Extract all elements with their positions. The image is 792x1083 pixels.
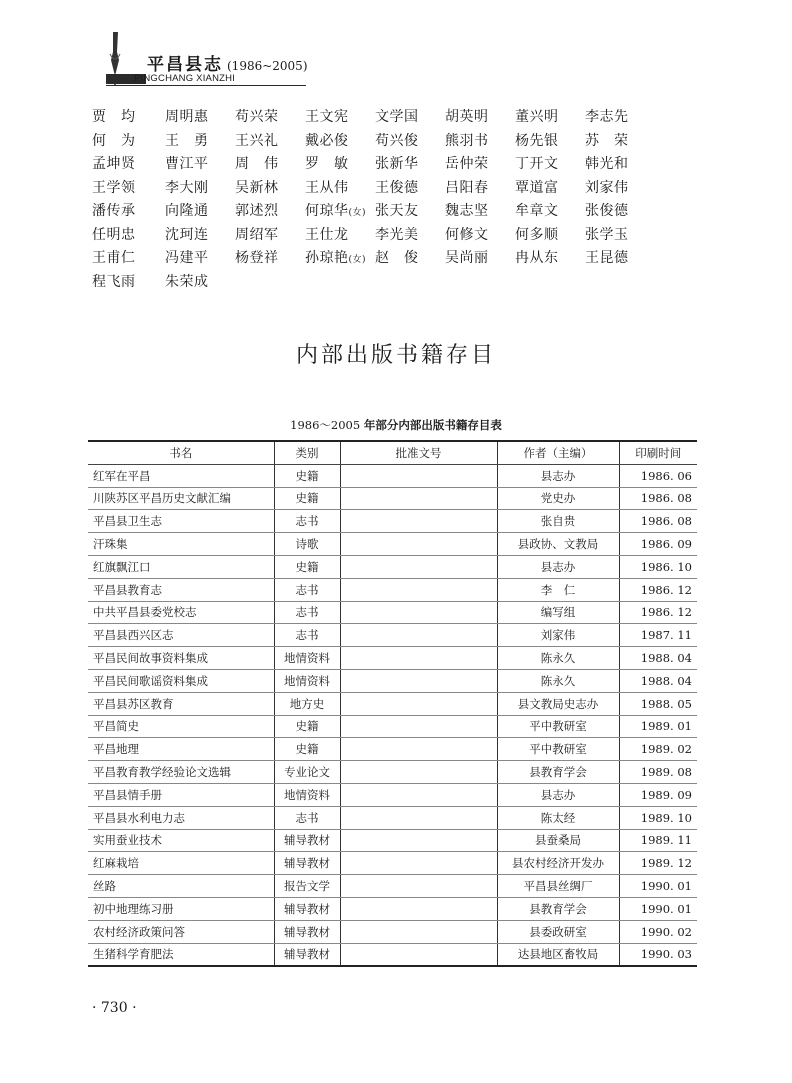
- table-header-row: [88, 441, 697, 464]
- book-author: 陈太经: [497, 806, 619, 829]
- female-mark: (女): [348, 208, 367, 218]
- person-name: 何琼华(女): [305, 203, 367, 219]
- name-row: [92, 106, 712, 130]
- person-name: 何 为: [92, 132, 136, 149]
- book-category: 专业论文: [274, 761, 340, 784]
- person-name: 任明忠: [92, 226, 136, 243]
- person-name: 魏志坚: [445, 203, 489, 219]
- person-name: 王兴礼: [235, 132, 279, 149]
- person-name: 何多顺: [515, 226, 559, 243]
- person-name: 刘家伟: [585, 179, 629, 196]
- table-row: [88, 715, 697, 738]
- book-title: 丝路: [88, 875, 274, 898]
- book-title: 初中地理练习册: [88, 897, 274, 920]
- book-title: 平昌教育教学经验论文选辑: [88, 761, 274, 784]
- name-row: [92, 200, 712, 224]
- book-author: 陈永久: [497, 669, 619, 692]
- book-author: 平昌县丝绸厂: [497, 875, 619, 898]
- book-category: 史籍: [274, 464, 340, 487]
- books-table: [88, 440, 697, 967]
- book-category: 地方史: [274, 692, 340, 715]
- header-rule: [106, 85, 306, 86]
- book-print-date: 1986. 12: [619, 578, 697, 601]
- col-header-print-date: 印刷时间: [619, 441, 697, 464]
- book-print-date: 1989. 11: [619, 829, 697, 852]
- book-approval: [340, 897, 497, 920]
- book-title: 实用蚕业技术: [88, 829, 274, 852]
- book-category: 地情资料: [274, 669, 340, 692]
- col-header-approval: 批准文号: [340, 441, 497, 464]
- book-category: 志书: [274, 601, 340, 624]
- book-author: 县政协、文教局: [497, 533, 619, 556]
- table-row: [88, 510, 697, 533]
- book-author: 陈永久: [497, 647, 619, 670]
- person-name: 向隆通: [165, 203, 209, 219]
- table-row: [88, 555, 697, 578]
- book-category: 辅导教材: [274, 829, 340, 852]
- book-author: 县农村经济开发办: [497, 852, 619, 875]
- person-name: 文学国: [375, 109, 419, 125]
- person-name: 何修文: [445, 226, 489, 243]
- table-row: [88, 601, 697, 624]
- book-print-date: 1990. 02: [619, 920, 697, 943]
- person-name: 沈珂连: [165, 226, 209, 243]
- book-print-date: 1988. 05: [619, 692, 697, 715]
- book-title: 平昌县卫生志: [88, 510, 274, 533]
- book-author: 党史办: [497, 487, 619, 510]
- person-name: 吴尚丽: [445, 250, 489, 266]
- name-row: [92, 271, 712, 295]
- person-name: 潘传承: [92, 203, 136, 219]
- book-title: 中共平昌县委党校志: [88, 601, 274, 624]
- book-print-date: 1990. 03: [619, 943, 697, 966]
- col-header-category: 类别: [274, 441, 340, 464]
- book-print-date: 1988. 04: [619, 669, 697, 692]
- table-row: [88, 761, 697, 784]
- book-approval: [340, 806, 497, 829]
- header-years: (1986~2005): [227, 59, 308, 73]
- book-author: 平中教研室: [497, 715, 619, 738]
- book-print-date: 1989. 10: [619, 806, 697, 829]
- book-approval: [340, 920, 497, 943]
- book-title: 农村经济政策问答: [88, 920, 274, 943]
- book-category: 辅导教材: [274, 897, 340, 920]
- book-approval: [340, 875, 497, 898]
- person-name: 孙琼艳(女): [305, 250, 367, 266]
- person-name: 王从伟: [305, 179, 349, 196]
- book-print-date: 1986. 12: [619, 601, 697, 624]
- table-row: [88, 829, 697, 852]
- book-title: 红麻栽培: [88, 852, 274, 875]
- book-title: 平昌县情手册: [88, 783, 274, 806]
- book-title: 平昌民间歌谣资料集成: [88, 669, 274, 692]
- person-name: 丁开文: [515, 156, 559, 172]
- person-name: 杨登祥: [235, 250, 279, 266]
- book-category: 地情资料: [274, 647, 340, 670]
- page-number: · 730 ·: [92, 1000, 137, 1016]
- person-name: 张学玉: [585, 226, 629, 243]
- book-approval: [340, 555, 497, 578]
- book-approval: [340, 510, 497, 533]
- book-title: 红旗飘江口: [88, 555, 274, 578]
- book-category: 辅导教材: [274, 920, 340, 943]
- book-title: 平昌县教育志: [88, 578, 274, 601]
- person-name: 孟坤贤: [92, 156, 136, 172]
- book-category: 史籍: [274, 555, 340, 578]
- person-name: 周绍军: [235, 226, 279, 243]
- book-approval: [340, 738, 497, 761]
- book-author: 县教育学会: [497, 761, 619, 784]
- book-print-date: 1990. 01: [619, 897, 697, 920]
- book-approval: [340, 692, 497, 715]
- book-approval: [340, 761, 497, 784]
- book-print-date: 1986. 06: [619, 464, 697, 487]
- book-title: 汗珠集: [88, 533, 274, 556]
- person-name: 王文宪: [305, 109, 349, 125]
- book-print-date: 1989. 08: [619, 761, 697, 784]
- person-name: 杨先银: [515, 132, 559, 149]
- person-name: 王学领: [92, 179, 136, 196]
- book-approval: [340, 464, 497, 487]
- book-author: 县文教局史志办: [497, 692, 619, 715]
- book-author: 达县地区畜牧局: [497, 943, 619, 966]
- table-row: [88, 669, 697, 692]
- person-name: 戴必俊: [305, 132, 349, 149]
- book-author: 李 仁: [497, 578, 619, 601]
- book-print-date: 1986. 08: [619, 487, 697, 510]
- table-row: [88, 852, 697, 875]
- person-name: 冯建平: [165, 250, 209, 266]
- table-row: [88, 624, 697, 647]
- book-print-date: 1986. 08: [619, 510, 697, 533]
- table-row: [88, 647, 697, 670]
- book-author: 县志办: [497, 783, 619, 806]
- section-title: 内部出版书籍存目: [295, 343, 496, 368]
- book-title: 平昌县苏区教育: [88, 692, 274, 715]
- person-name: 李志先: [585, 109, 629, 125]
- header-subtitle: PINGCHANG XIANZHI: [134, 73, 236, 84]
- name-row: [92, 177, 712, 201]
- book-approval: [340, 601, 497, 624]
- person-name: 周 伟: [235, 156, 279, 172]
- female-mark: (女): [348, 255, 367, 265]
- book-title: 平昌县西兴区志: [88, 624, 274, 647]
- table-caption: [0, 417, 792, 433]
- book-title: 平昌简史: [88, 715, 274, 738]
- book-approval: [340, 783, 497, 806]
- person-name: 王俊德: [375, 179, 419, 196]
- book-print-date: 1989. 02: [619, 738, 697, 761]
- book-print-date: 1989. 01: [619, 715, 697, 738]
- book-title: 平昌地理: [88, 738, 274, 761]
- person-name: 董兴明: [515, 109, 559, 125]
- book-print-date: 1986. 10: [619, 555, 697, 578]
- book-author: 刘家伟: [497, 624, 619, 647]
- person-name: 苟兴俊: [375, 132, 419, 149]
- table-row: [88, 875, 697, 898]
- book-category: 诗歌: [274, 533, 340, 556]
- book-author: 编写组: [497, 601, 619, 624]
- book-print-date: 1988. 04: [619, 647, 697, 670]
- person-name: 吕阳春: [445, 179, 489, 196]
- person-name: 王甫仁: [92, 250, 136, 266]
- header-title: 平昌县志 (1986~2005): [147, 55, 308, 75]
- person-name: 韩光和: [585, 156, 629, 172]
- person-name: 周明惠: [165, 109, 209, 125]
- col-header-title: 书名: [88, 441, 274, 464]
- book-approval: [340, 624, 497, 647]
- person-name: 张俊德: [585, 203, 629, 219]
- person-name: 胡英明: [445, 109, 489, 125]
- table-row: [88, 578, 697, 601]
- book-author: 平中教研室: [497, 738, 619, 761]
- page-header: [92, 30, 352, 90]
- table-caption-years: 1986～2005: [290, 418, 361, 432]
- table-row: [88, 487, 697, 510]
- name-row: [92, 153, 712, 177]
- table-row: [88, 533, 697, 556]
- book-author: 县志办: [497, 464, 619, 487]
- table-row: [88, 738, 697, 761]
- col-header-author: 作者（主编）: [497, 441, 619, 464]
- person-name: 李光美: [375, 226, 419, 243]
- book-approval: [340, 943, 497, 966]
- book-category: 史籍: [274, 715, 340, 738]
- book-title: 平昌县水利电力志: [88, 806, 274, 829]
- book-print-date: 1987. 11: [619, 624, 697, 647]
- table-row: [88, 920, 697, 943]
- book-category: 志书: [274, 578, 340, 601]
- book-approval: [340, 715, 497, 738]
- person-name: 程飞雨: [92, 273, 136, 290]
- book-approval: [340, 669, 497, 692]
- name-row: [92, 130, 712, 154]
- table-row: [88, 692, 697, 715]
- person-name: 王昆德: [585, 250, 629, 266]
- book-print-date: 1986. 09: [619, 533, 697, 556]
- person-name: 熊羽书: [445, 132, 489, 149]
- book-title: 川陕苏区平昌历史文献汇编: [88, 487, 274, 510]
- person-name: 冉从东: [515, 250, 559, 266]
- book-title: 平昌民间故事资料集成: [88, 647, 274, 670]
- name-row: [92, 247, 712, 271]
- book-category: 志书: [274, 806, 340, 829]
- person-name: 郭述烈: [235, 203, 279, 219]
- book-approval: [340, 578, 497, 601]
- book-print-date: 1989. 12: [619, 852, 697, 875]
- book-category: 史籍: [274, 738, 340, 761]
- book-author: 县蚕桑局: [497, 829, 619, 852]
- table-row: [88, 464, 697, 487]
- person-name: 朱荣成: [165, 273, 209, 290]
- book-author: 县教育学会: [497, 897, 619, 920]
- book-title: 生猪科学育肥法: [88, 943, 274, 966]
- book-category: 地情资料: [274, 783, 340, 806]
- book-author: 县委政研室: [497, 920, 619, 943]
- name-row: [92, 224, 712, 248]
- table-row: [88, 806, 697, 829]
- table-caption-text: 年部分内部出版书籍存目表: [363, 418, 502, 432]
- book-approval: [340, 487, 497, 510]
- book-category: 辅导教材: [274, 852, 340, 875]
- book-approval: [340, 829, 497, 852]
- book-author: 张自贵: [497, 510, 619, 533]
- person-name: 苟兴荣: [235, 109, 279, 125]
- book-approval: [340, 533, 497, 556]
- person-name: 贾 均: [92, 109, 136, 125]
- person-name: 牟章文: [515, 203, 559, 219]
- person-name: 岳仲荣: [445, 156, 489, 172]
- table-body: [88, 464, 697, 966]
- table-row: [88, 943, 697, 966]
- table-row: [88, 897, 697, 920]
- book-category: 报告文学: [274, 875, 340, 898]
- person-name: 苏 荣: [585, 132, 629, 149]
- book-category: 辅导教材: [274, 943, 340, 966]
- book-category: 志书: [274, 624, 340, 647]
- book-author: 县志办: [497, 555, 619, 578]
- book-category: 志书: [274, 510, 340, 533]
- person-name: 赵 俊: [375, 250, 419, 266]
- person-name: 李大刚: [165, 179, 209, 196]
- book-category: 史籍: [274, 487, 340, 510]
- book-print-date: 1989. 09: [619, 783, 697, 806]
- person-name: 吴新林: [235, 179, 279, 196]
- person-name: 罗 敏: [305, 156, 349, 172]
- book-approval: [340, 647, 497, 670]
- book-title: 红军在平昌: [88, 464, 274, 487]
- book-approval: [340, 852, 497, 875]
- person-name: 王 勇: [165, 132, 209, 149]
- table-row: [88, 783, 697, 806]
- book-print-date: 1990. 01: [619, 875, 697, 898]
- person-name: 王仕龙: [305, 226, 349, 243]
- name-list: [92, 106, 712, 294]
- person-name: 张天友: [375, 203, 419, 219]
- person-name: 曹江平: [165, 156, 209, 172]
- person-name: 覃道富: [515, 179, 559, 196]
- person-name: 张新华: [375, 156, 419, 172]
